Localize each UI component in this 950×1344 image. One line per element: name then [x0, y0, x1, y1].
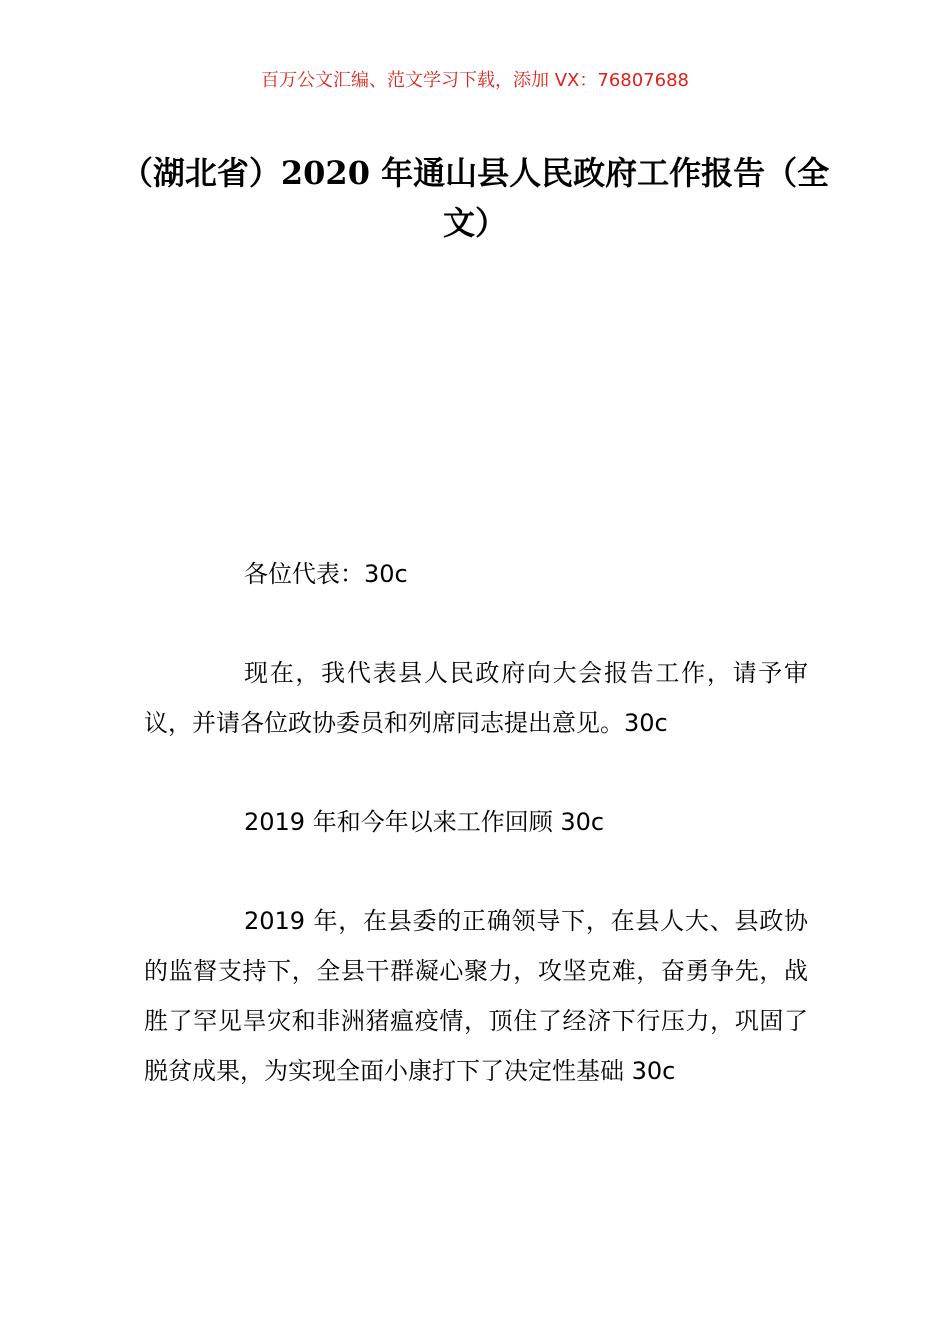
document-title: （湖北省）2020 年通山县人民政府工作报告（全文）: [120, 154, 830, 242]
paragraph-intro: 现在，我代表县人民政府向大会报告工作，请予审议，并请各位政协委员和列席同志提出意见。30c: [144, 659, 808, 737]
paragraph-2019-summary: 2019 年，在县委的正确领导下，在县人大、县政协的监督支持下，全县干群凝心聚力，攻坚克难，奋勇争先，战胜了罕见旱灾和非洲猪瘟疫情，顶住了经济下行压力，巩固了脱贫成果，为实现全面小康打下了决定性基础 30c: [144, 907, 808, 1085]
header-watermark-text: 百万公文汇编、范文学习下载，添加 VX：76807688: [261, 70, 689, 91]
section-heading-review: 2019 年和今年以来工作回顾 30c: [244, 808, 605, 836]
paragraph-salutation: 各位代表：30c: [244, 560, 408, 588]
